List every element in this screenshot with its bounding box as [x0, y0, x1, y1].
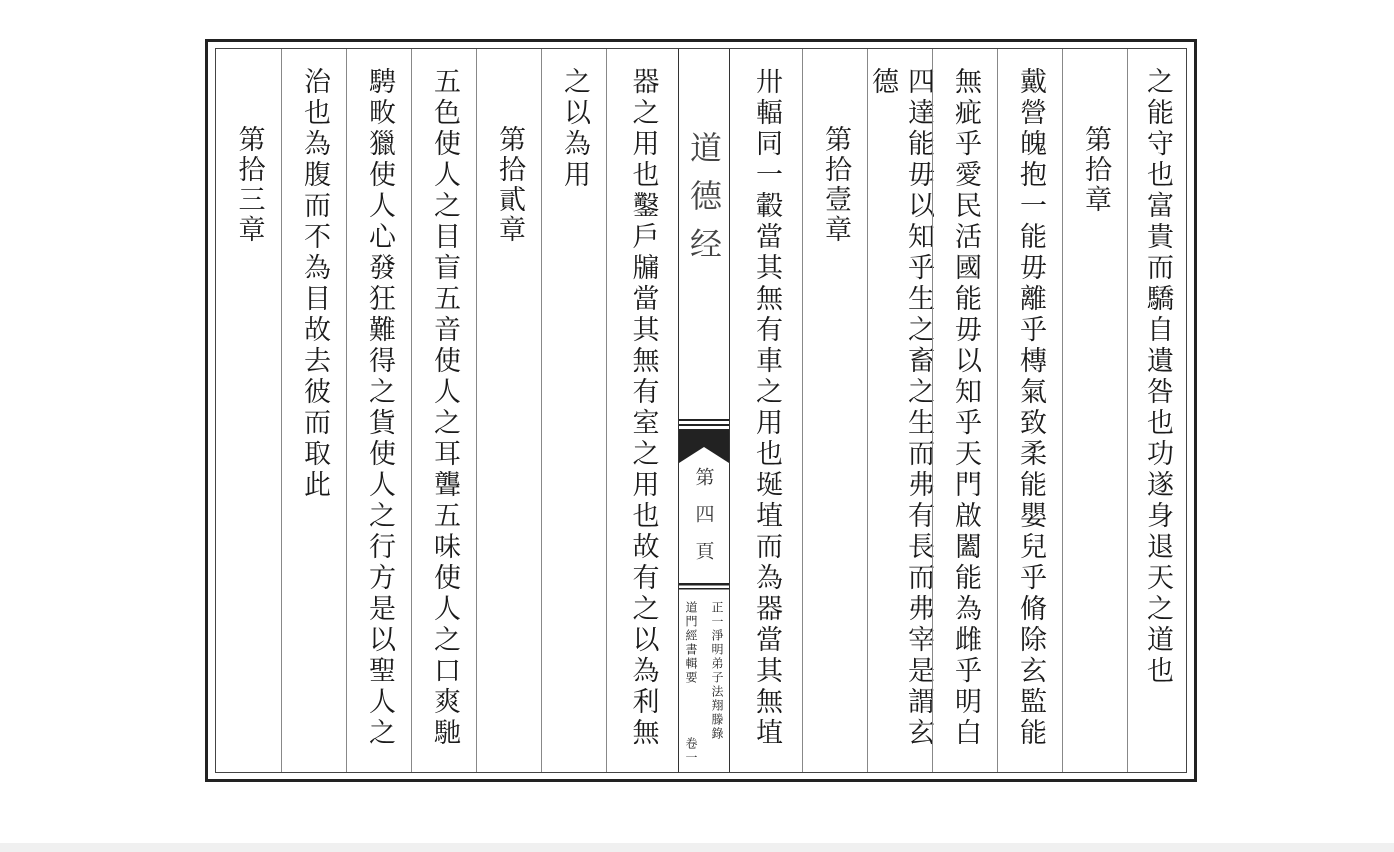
page-number-label: 第四頁	[692, 467, 715, 578]
band-title: 道德经	[685, 131, 723, 275]
column-text: 騁畋獵使人心發狂難得之貨使人之行方是以聖人之	[364, 67, 395, 749]
column-text: 治也為腹而不為目故去彼而取此	[299, 67, 330, 501]
text-column-heading-10	[1062, 49, 1127, 772]
page-inner-frame	[215, 48, 1187, 773]
chapter-heading-12: 第拾貳章	[494, 125, 525, 245]
scribe-note: 正一淨明弟子法翔滕錄	[710, 601, 724, 741]
text-column	[932, 49, 997, 772]
column-text: 之以為用	[559, 67, 590, 191]
band-divider-lines	[679, 583, 729, 593]
volume-label: 卷一	[684, 737, 698, 765]
column-text: 之能守也富貴而驕自遺咎也功遂身退天之道也	[1142, 67, 1173, 687]
text-column	[1127, 49, 1186, 772]
column-text: 戴營魄抱一能毋離乎槫氣致柔能嬰兒乎脩除玄監能	[1015, 67, 1046, 749]
text-column-heading-13	[216, 49, 281, 772]
text-column	[281, 49, 346, 772]
column-text: 卅輻同一轂當其無有車之用也埏埴而為器當其無埴	[751, 67, 782, 749]
center-band	[678, 49, 730, 772]
collection-title: 道門經書輯要	[684, 601, 698, 685]
text-column	[411, 49, 476, 772]
text-column	[730, 49, 802, 772]
fishtail-mark	[679, 419, 729, 463]
text-column-heading-11	[802, 49, 867, 772]
column-text: 四達能毋以知乎生之畜之生而弗有長而弗宰是謂玄德	[867, 67, 934, 749]
text-column	[997, 49, 1062, 772]
chapter-heading-11: 第拾壹章	[820, 125, 851, 245]
text-column	[346, 49, 411, 772]
chapter-heading-13: 第拾三章	[233, 125, 265, 245]
page-outer-frame	[205, 39, 1197, 782]
text-column	[867, 49, 932, 772]
column-text: 五色使人之目盲五音使人之耳聾五味使人之口爽馳	[429, 67, 460, 749]
column-text: 無疵乎愛民活國能毋以知乎天門啟闔能為雌乎明白	[950, 67, 981, 749]
text-column-heading-12	[476, 49, 541, 772]
chapter-heading-10: 第拾章	[1080, 125, 1111, 215]
column-text: 器之用也鑿戶牖當其無有室之用也故有之以為利無	[627, 67, 659, 749]
text-column	[606, 49, 678, 772]
text-column	[541, 49, 606, 772]
bottom-scroll-strip	[0, 843, 1394, 852]
